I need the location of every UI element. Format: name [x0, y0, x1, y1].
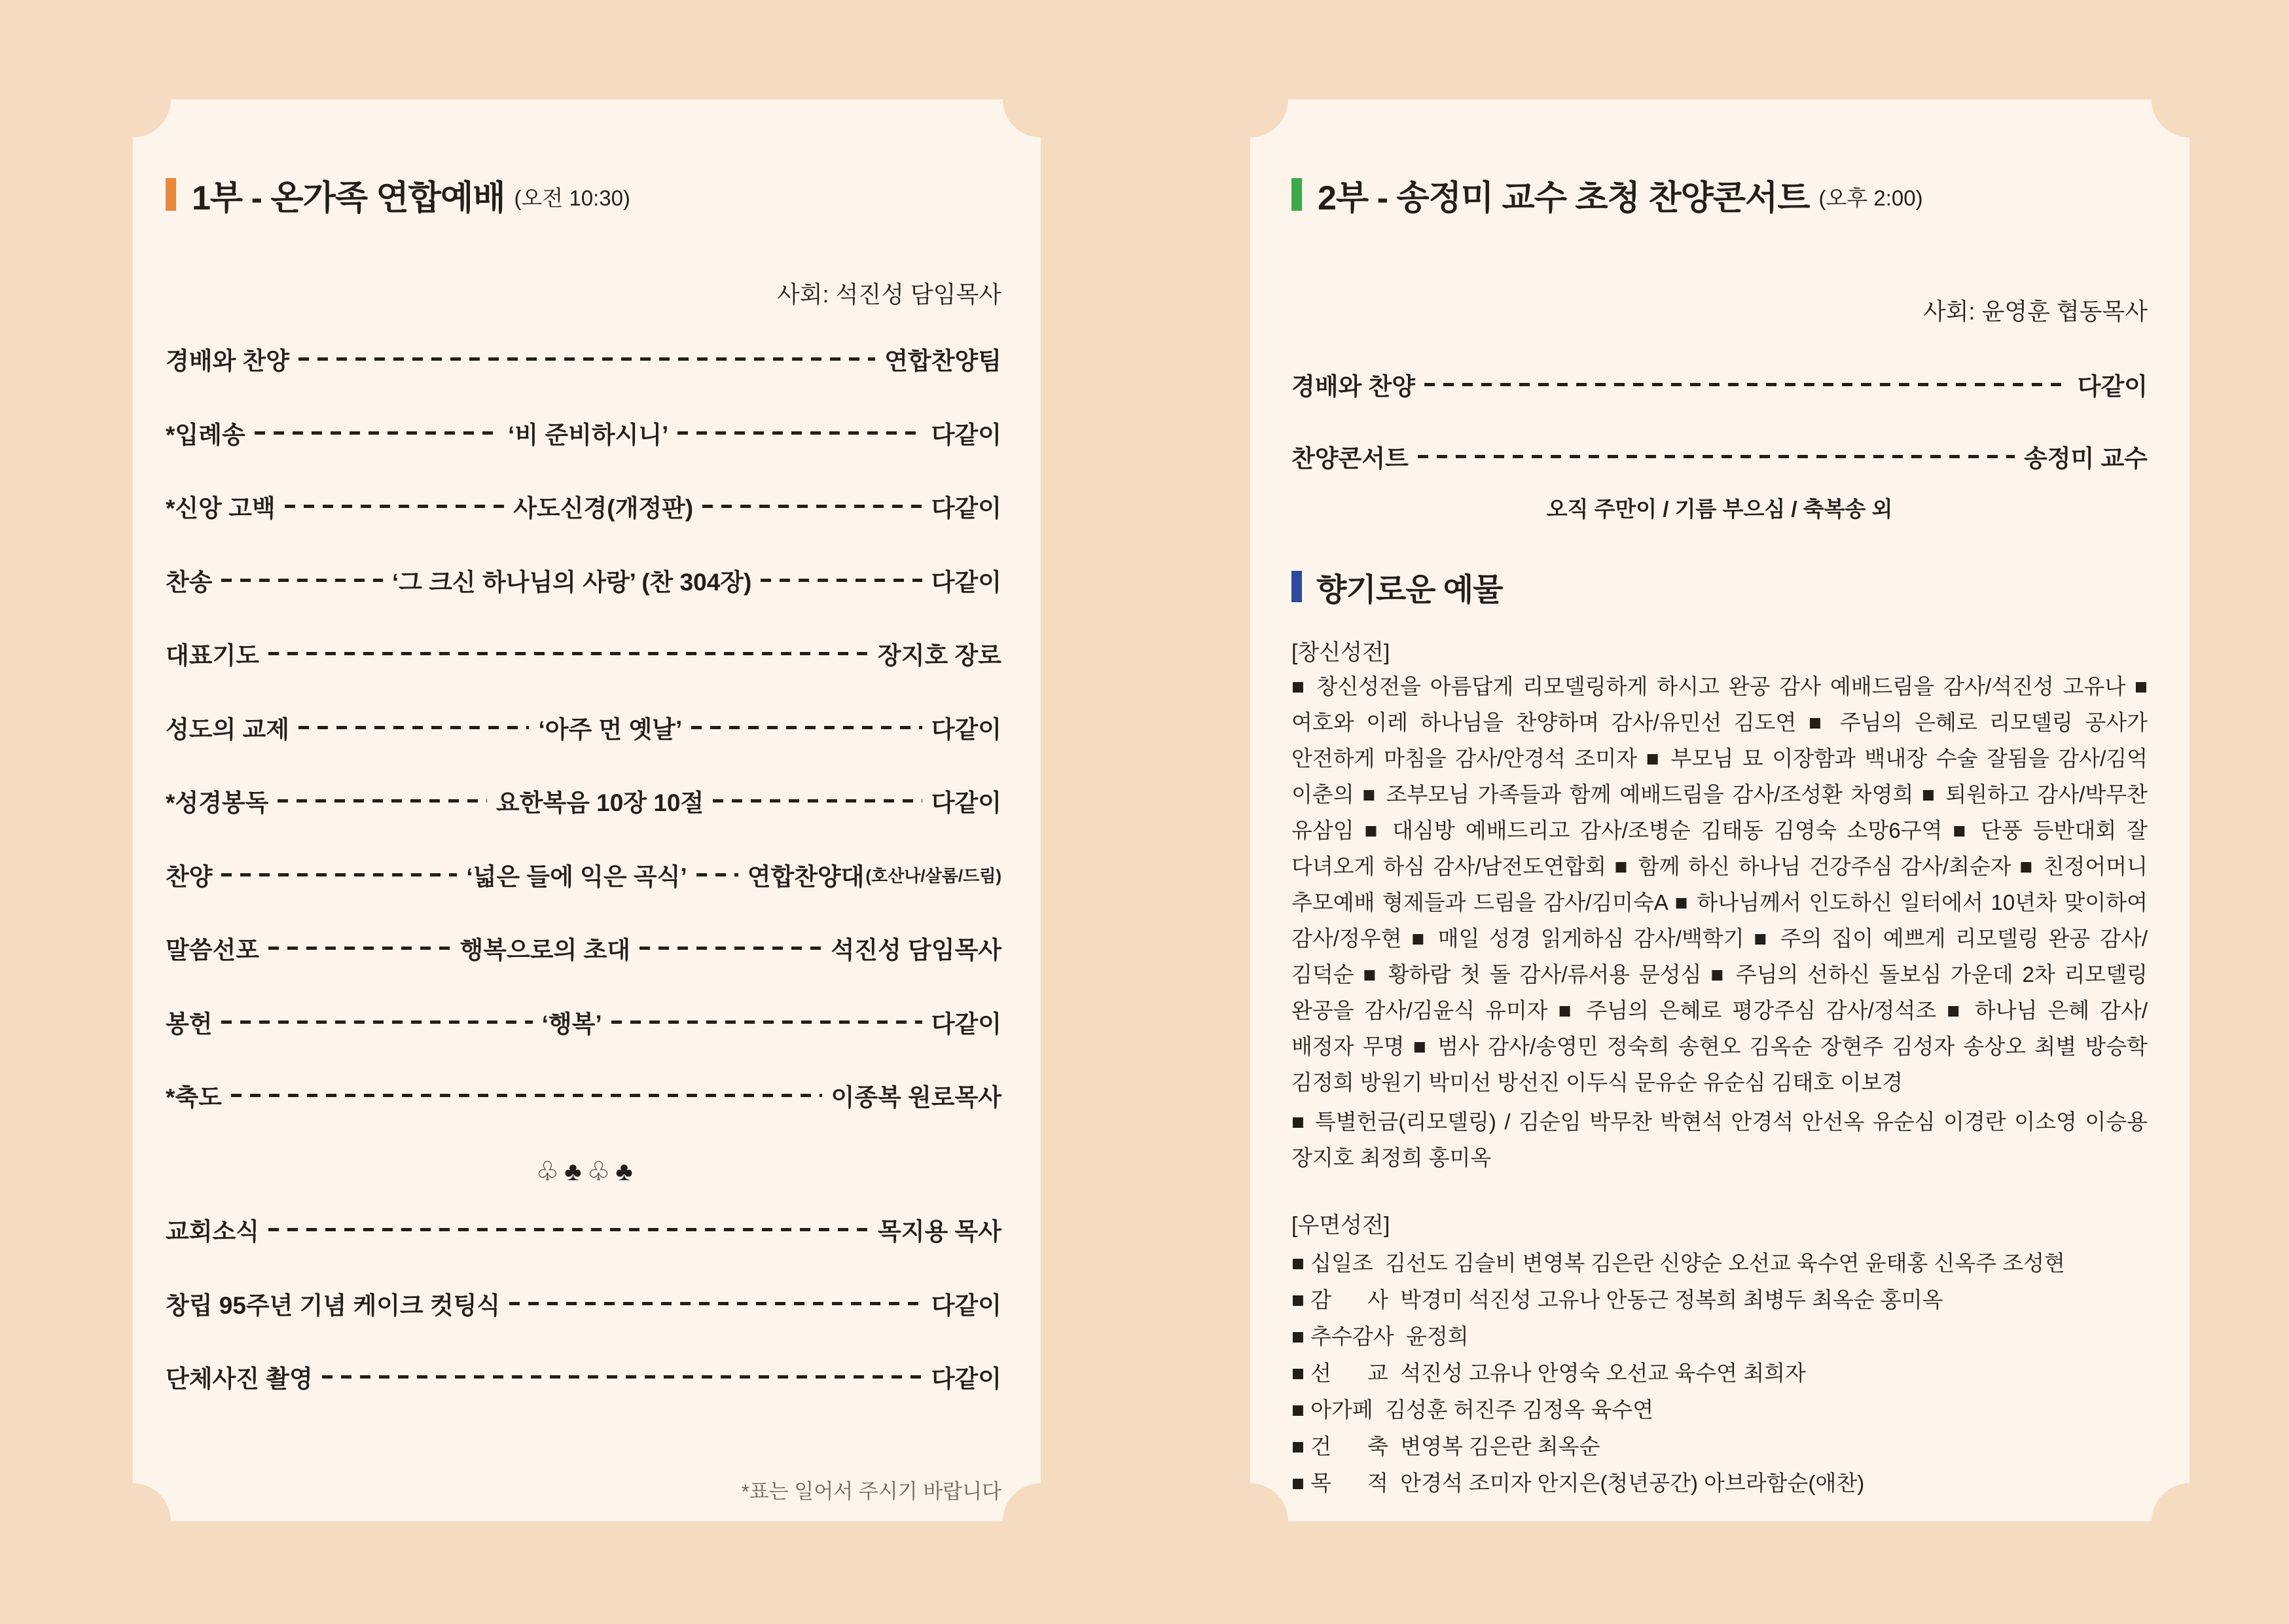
program-label: *성경봉독: [166, 789, 269, 816]
dotted-leader: [322, 1375, 922, 1379]
program-performer: 연합찬양대: [747, 863, 865, 890]
umyeon-offering-item: ■ 목 적 안경석 조미자 안지은(청년공간) 아브라함순(애찬): [1291, 1470, 1865, 1495]
dotted-leader: [691, 726, 922, 729]
program-label: 교회소식: [166, 1218, 259, 1245]
program-song: ‘행복’: [541, 1011, 602, 1038]
program-label: *신앙 고백: [166, 495, 276, 522]
program-label: 경배와 찬양: [166, 348, 289, 374]
program-label: 대표기도: [166, 642, 259, 669]
corner-notch: [1212, 1483, 1288, 1559]
corner-notch: [95, 62, 171, 137]
dotted-leader: [285, 505, 505, 508]
dotted-leader: [231, 1094, 822, 1097]
corner-notch: [95, 1483, 171, 1559]
dotted-leader: [255, 431, 499, 435]
program-song: 행복으로의 초대: [460, 937, 630, 964]
umyeon-label: [우면성전]: [1291, 1212, 1390, 1238]
program-performer: 장지호 장로: [878, 642, 1001, 669]
program-performer: 목지용 목사: [878, 1218, 1001, 1245]
dotted-leader: [1424, 383, 2068, 386]
dotted-leader: [221, 579, 382, 582]
program-row: [166, 1077, 1001, 1113]
special-offering-text: ■ 특별헌금(리모델링) / 김순임 박무찬 박현석 안경석 안선옥 유순심 이경란 이소영 이승용 장지호 최정희 홍미옥: [1291, 1110, 2148, 1170]
dotted-leader: [696, 873, 738, 876]
program-performer: 다같이: [931, 422, 1001, 448]
part1-mc: 사회: 석진성 담임목사: [777, 280, 1001, 308]
offering-title-text: 향기로운 예물: [1316, 572, 1503, 607]
part1-title-text: 1부 - 온가족 연합예배: [192, 179, 505, 217]
umyeon-offering-item: ■ 선 교 석진성 고유나 안영숙 오선교 육수연 최희자: [1291, 1360, 1806, 1385]
program-row: [166, 1358, 1001, 1395]
dotted-leader: [221, 873, 457, 876]
accent-bar-blue: [1291, 571, 1302, 602]
program-row: [166, 1285, 1001, 1322]
program-row: [166, 709, 1001, 746]
dotted-leader: [268, 947, 451, 950]
program-label: 경배와 찬양: [1291, 373, 1415, 400]
umyeon-offering-item: ■ 감 사 박경미 석진성 고유나 안동근 정복희 최병두 최옥순 홍미옥: [1291, 1287, 1943, 1312]
offering-section-title: [1291, 566, 2148, 607]
program-song: 사도신경(개정판): [513, 495, 694, 522]
corner-notch: [1212, 62, 1288, 137]
program-row: [166, 488, 1001, 524]
program-row: [166, 1003, 1001, 1040]
program-performer: 송정미 교수: [2024, 445, 2148, 472]
program-performer: 이종복 원로목사: [831, 1084, 1001, 1111]
program-performer: 다같이: [931, 1365, 1001, 1392]
dotted-leader: [298, 357, 875, 361]
program-performer: 다같이: [931, 716, 1002, 743]
corner-notch: [2152, 1483, 2227, 1559]
program-song: ‘아주 먼 옛날’: [538, 716, 683, 743]
program-row: [166, 929, 1001, 966]
dotted-leader: [761, 579, 922, 582]
program-performer: 다같이: [931, 1292, 1001, 1319]
program-row: [166, 635, 1001, 672]
standing-footnote: *표는 일어서 주시기 바랍니다: [741, 1479, 1001, 1503]
program-performer: 다같이: [931, 569, 1001, 596]
accent-bar-orange: [166, 178, 176, 211]
program-performer: 다같이: [931, 1011, 1002, 1038]
program-label: 성도의 교제: [166, 716, 289, 743]
program-label: 찬송: [166, 569, 213, 596]
program-label: 찬양콘서트: [1291, 445, 1409, 472]
corner-notch: [1003, 1483, 1079, 1559]
corner-notch: [1003, 62, 1079, 137]
program-label: *입례송: [166, 422, 245, 448]
program-row: [166, 340, 1001, 377]
program-performer: 다같이: [931, 789, 1001, 816]
dotted-leader: [268, 652, 869, 655]
dotted-leader: [1418, 455, 2015, 458]
program-label: 봉헌: [166, 1011, 213, 1038]
program-label: *축도: [166, 1084, 222, 1111]
program-performer: 다같이: [931, 495, 1002, 522]
program-label: 말씀선포: [166, 937, 259, 964]
umyeon-offering-list: [1291, 1243, 2148, 1500]
program-row: [166, 856, 1001, 893]
dotted-leader: [278, 799, 487, 803]
program-row: [1291, 438, 2148, 475]
program-row: [166, 562, 1001, 598]
dotted-leader: [221, 1020, 532, 1024]
program-performer: 연합찬양팀: [884, 348, 1001, 374]
part1-time: (오전 10:30): [514, 185, 630, 210]
program-performer: 석진성 담임목사: [831, 937, 1001, 964]
dotted-leader: [702, 505, 922, 508]
accent-bar-green: [1291, 178, 1302, 211]
program-performer: 다같이: [2077, 373, 2148, 400]
dotted-leader: [640, 947, 822, 950]
dotted-leader: [677, 431, 922, 435]
changsin-thanksgiving-text: ■ 창신성전을 아름답게 리모델링하게 하시고 완공 감사 예배드림을 감사/석진성 고유나 ■ 여호와 이레 하나님을 찬양하며 감사/유민선 김도연 ■ 주님의 은혜로 리모델링 공사가 안전하게 마침을 감사/안경석 조미자 ■ 부모님 묘 이장함과 백내장 수술 잘됨을 감사/김억 이춘의 ■ 조부모님 가족들과 함께 예배드림을 감사/조성환 차영희 ■ 퇴원하고 감사/박무찬 유삼임 ■ 대심방 예배드리고 감사/조병순 김태동 김영숙 소망6구역 ■ 단풍 등반대회 잘 다녀오게 하심 감사/남전도연합회 ■ 함께 하신 하나님 건강주심 감사/최순자 ■ 친정어머니 추모예배 형제들과 드림을 감사/김미숙A ■ 하나님께서 인도하신 일터에서 10년차 맞이하여 감사/정우현 ■ 매일 성경 읽게하심 감사/백학기 ■ 주의 집이 예쁘게 리모델링 완공 감사/김덕순 ■ 황하람 첫 돌 감사/류서용 문성심 ■ 주님의 선하신 돌보심 가운데 2차 리모델링 완공을 감사/김윤식 유미자 ■ 주님의 은혜로 평강주심 감사/정석조 ■ 하나님 은혜 감사/배정자 무명 ■ 범사 감사/송영민 정숙희 송현오 김옥순 장현주 김성자 송상오 최별 방승학 김정희 방원기 박미선 방선진 이두식 문유순 유순심 김태호 이보경: [1291, 674, 2148, 1094]
program-performer-detail: (호산나/살롬/드림): [865, 865, 1001, 886]
part2-title-text: 2부 - 송정미 교수 초청 찬양콘서트: [1318, 179, 1810, 217]
umyeon-offering-item: ■ 건 축 변영복 김은란 최옥순: [1291, 1434, 1600, 1458]
part2-time: (오후 2:00): [1818, 185, 1923, 210]
umyeon-offering-item: ■ 추수감사 윤정희: [1291, 1324, 1469, 1348]
bulletin-right-page: [1250, 99, 2190, 1521]
part1-title: [166, 173, 1004, 215]
program-label: 찬양: [166, 863, 213, 890]
program-song: ‘그 크신 하나님의 사랑’ (찬 304장): [391, 569, 752, 596]
bulletin-left-page: [133, 99, 1041, 1521]
concert-setlist: 오직 주만이 / 기름 부으심 / 축복송 외: [1546, 496, 1893, 521]
club-ornament: ♧♣♧♣: [535, 1157, 638, 1186]
dotted-leader: [298, 726, 529, 729]
umyeon-offering-item: ■ 십일조 김선도 김슬비 변영복 김은란 신양순 오선교 육수연 윤태홍 신옥주 조성현: [1291, 1250, 2065, 1275]
umyeon-offering-item: ■ 아가페 김성훈 허진주 김정옥 육수연: [1291, 1397, 1654, 1422]
program-row: [166, 782, 1001, 819]
program-label: 단체사진 촬영: [166, 1365, 313, 1392]
program-row: [1291, 366, 2148, 403]
program-song: ‘넓은 들에 익은 곡식’: [466, 863, 687, 890]
program-row: [166, 414, 1001, 451]
program-song: ‘비 준비하시니’: [508, 422, 669, 448]
part2-mc: 사회: 윤영훈 협동목사: [1923, 297, 2148, 325]
changsin-label: [창신성전]: [1291, 640, 1390, 665]
dotted-leader: [509, 1302, 922, 1305]
program-song: 요한복음 10장 10절: [496, 789, 704, 816]
dotted-leader: [713, 799, 922, 803]
dotted-leader: [268, 1228, 869, 1231]
dotted-leader: [611, 1020, 922, 1024]
program-row: [166, 1211, 1001, 1248]
corner-notch: [2152, 62, 2227, 137]
part2-title: [1291, 173, 2150, 215]
program-label: 창립 95주년 기념 케이크 컷팅식: [166, 1292, 501, 1319]
